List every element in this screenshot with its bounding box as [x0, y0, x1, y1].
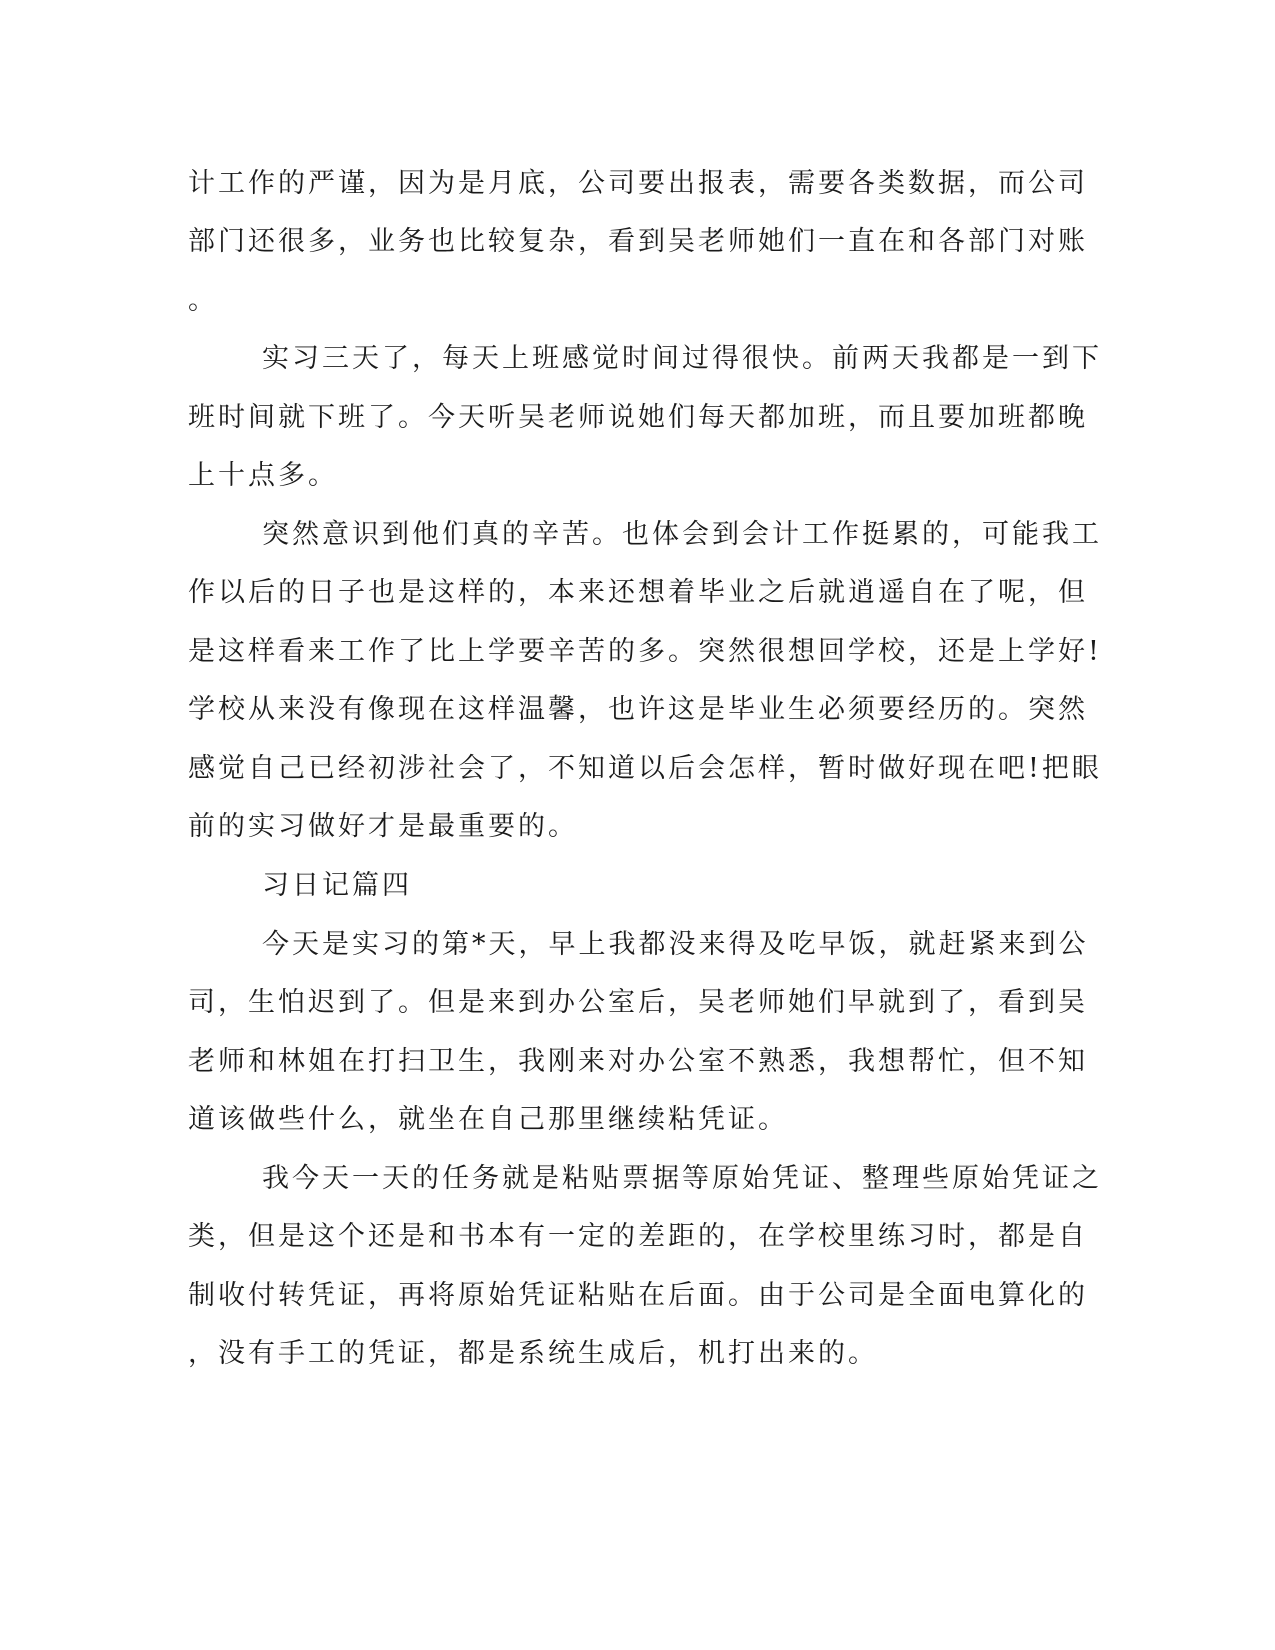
text-line: 类，但是这个还是和书本有一定的差距的，在学校里练习时，都是自	[188, 1221, 1088, 1252]
text-line: 是这样看来工作了比上学要辛苦的多。突然很想回学校，还是上学好!	[188, 636, 1102, 667]
text-line: 学校从来没有像现在这样温馨，也许这是毕业生必须要经历的。突然	[188, 694, 1088, 725]
text-line: 计工作的严谨，因为是月底，公司要出报表，需要各类数据，而公司	[188, 168, 1088, 199]
text-line: 老师和林姐在打扫卫生，我刚来对办公室不熟悉，我想帮忙，但不知	[188, 1046, 1088, 1077]
text-line: 制收付转凭证，再将原始凭证粘贴在后面。由于公司是全面电算化的	[188, 1280, 1088, 1311]
section-heading: 习日记篇四	[262, 870, 412, 901]
text-line: 作以后的日子也是这样的，本来还想着毕业之后就逍遥自在了呢，但	[188, 577, 1088, 608]
paragraph-start: 突然意识到他们真的辛苦。也体会到会计工作挺累的，可能我工	[262, 519, 1102, 550]
text-line: 前的实习做好才是最重要的。	[188, 811, 578, 842]
text-line: ，没有手工的凭证，都是系统生成后，机打出来的。	[188, 1338, 878, 1369]
text-line: 班时间就下班了。今天听吴老师说她们每天都加班，而且要加班都晚	[188, 402, 1088, 433]
text-line: 上十点多。	[188, 460, 338, 491]
paragraph-start: 今天是实习的第*天，早上我都没来得及吃早饭，就赶紧来到公	[262, 929, 1089, 960]
paragraph-start: 我今天一天的任务就是粘贴票据等原始凭证、整理些原始凭证之	[262, 1163, 1102, 1194]
paragraph-start: 实习三天了，每天上班感觉时间过得很快。前两天我都是一到下	[262, 343, 1102, 374]
text-line: 道该做些什么，就坐在自己那里继续粘凭证。	[188, 1104, 788, 1135]
text-line: 部门还很多，业务也比较复杂，看到吴老师她们一直在和各部门对账	[188, 226, 1088, 257]
text-line: 。	[188, 285, 218, 316]
text-line: 司，生怕迟到了。但是来到办公室后，吴老师她们早就到了，看到吴	[188, 987, 1088, 1018]
text-line: 感觉自己已经初涉社会了，不知道以后会怎样，暂时做好现在吧!把眼	[188, 753, 1102, 784]
